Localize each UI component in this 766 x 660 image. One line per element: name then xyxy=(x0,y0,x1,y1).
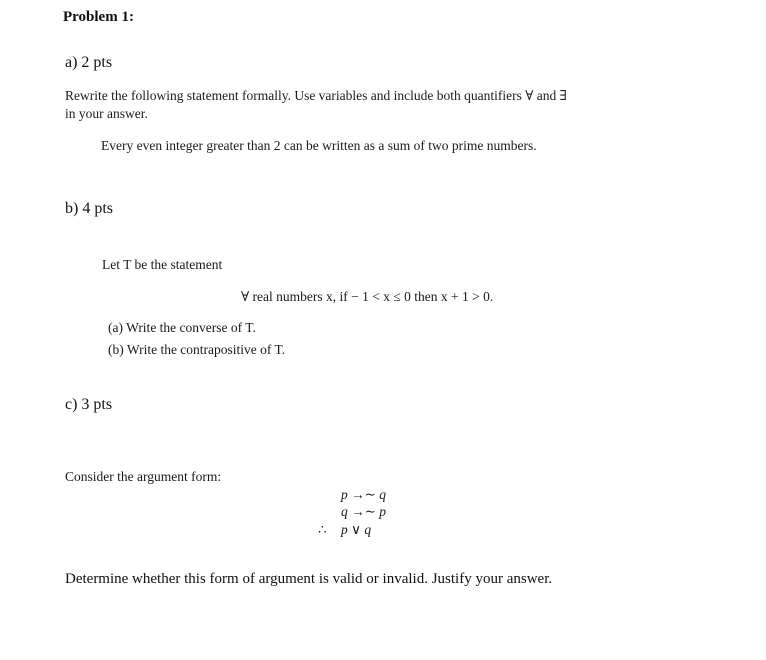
problem-title: Problem 1: xyxy=(63,9,134,25)
part-a-label: a) 2 pts xyxy=(65,54,113,71)
part-a-instruction-line1: Rewrite the following statement formally. Use variables and include both quantifiers ∀ and ∃ xyxy=(65,88,567,103)
part-c-label: c) 3 pts xyxy=(65,396,113,413)
part-b-intro: Let T be the statement xyxy=(102,257,223,272)
part-b-item-a: (a) Write the converse of T. xyxy=(108,320,256,335)
part-c-question: Determine whether this form of argument is valid or invalid. Justify your answer. xyxy=(65,571,553,587)
conclusion: p ∨ q xyxy=(341,522,372,537)
part-a-statement: Every even integer greater than 2 can be written as a sum of two prime numbers. xyxy=(101,138,537,153)
therefore-symbol: ∴ xyxy=(318,522,327,537)
premise-2: q →∼ p xyxy=(341,504,387,519)
part-c-intro: Consider the argument form: xyxy=(65,469,222,484)
part-b-label: b) 4 pts xyxy=(65,200,113,217)
part-a-instruction-line2: in your answer. xyxy=(65,106,148,121)
part-b-statement: ∀ real numbers x, if − 1 < x ≤ 0 then x + 1 > 0. xyxy=(241,289,494,304)
premise-1: p →∼ q xyxy=(341,487,387,502)
part-b-item-b: (b) Write the contrapositive of T. xyxy=(108,342,286,357)
